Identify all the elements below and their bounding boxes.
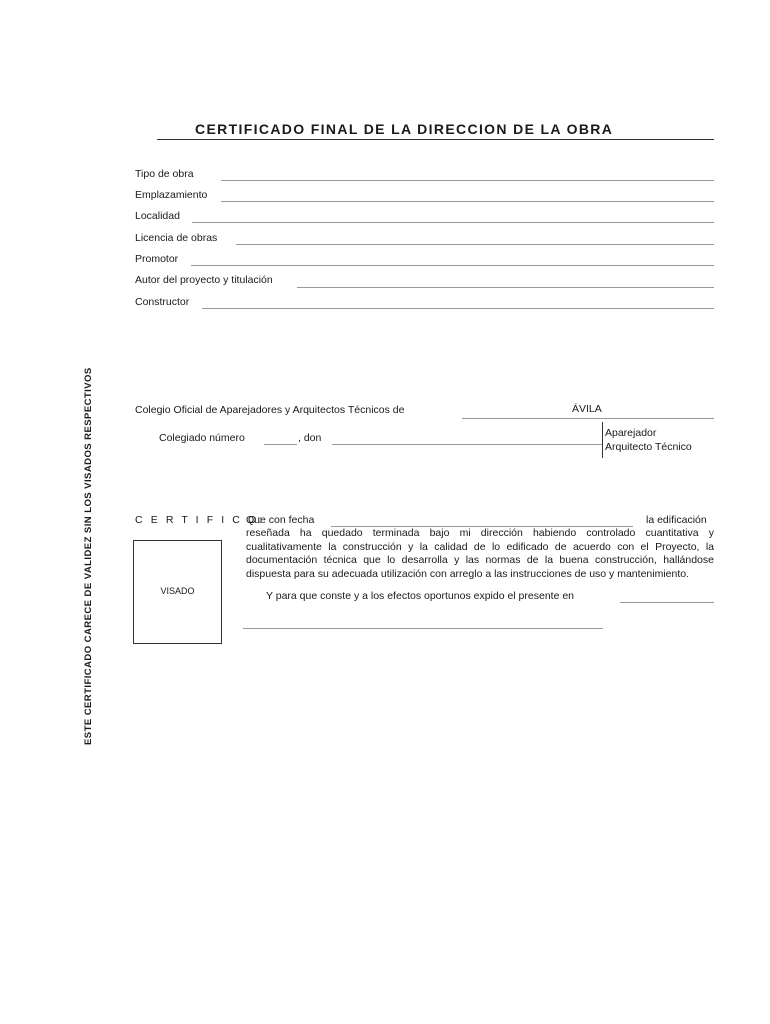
emplazamiento-label: Emplazamiento (135, 189, 208, 201)
constructor-label: Constructor (135, 296, 190, 308)
signature-line[interactable] (243, 628, 603, 629)
colegio-value: ÁVILA (572, 403, 602, 415)
profession-arquitecto-tecnico: Arquitecto Técnico (605, 441, 692, 453)
certificate-body: reseñada ha quedado terminada bajo mi dirección habiendo controlado cuantitativa y cualitativamente la construcción y la calidad de lo edificado de acuerdo con el Proyecto, la documentación técnica que lo desarrolla y las normas de la buena construcción, hallándose dispuesta para su adecuada utilización con arreglo a las instrucciones de uso y mantenimiento. (246, 527, 714, 580)
promotor-field[interactable] (191, 265, 714, 266)
colegio-field[interactable] (462, 418, 714, 419)
don-name-field[interactable] (332, 444, 602, 445)
colegiado-label: Colegiado número (159, 432, 245, 444)
tipo-obra-field[interactable] (221, 180, 714, 181)
page-title: CERTIFICADO FINAL DE LA DIRECCION DE LA OBRA (195, 121, 614, 137)
constructor-field[interactable] (202, 308, 714, 309)
localidad-label: Localidad (135, 210, 180, 222)
promotor-label: Promotor (135, 253, 179, 265)
que-con-fecha-label: Que con fecha (246, 514, 315, 526)
validity-notice: ESTE CERTIFICADO CARECE DE VALIDEZ SIN LOS VISADOS RESPECTIVOS (83, 367, 94, 745)
don-label: , don (298, 432, 322, 444)
autor-label: Autor del proyecto y titulación (135, 274, 273, 286)
visado-box (133, 540, 222, 644)
visado-label: VISADO (160, 586, 195, 596)
title-underline (157, 139, 714, 140)
profession-divider (602, 422, 603, 458)
autor-field[interactable] (297, 287, 714, 288)
licencia-field[interactable] (236, 244, 714, 245)
colegiado-number-field[interactable] (264, 444, 297, 445)
localidad-field[interactable] (192, 222, 714, 223)
tipo-obra-label: Tipo de obra (135, 168, 194, 180)
la-edificacion-label: la edificación (646, 514, 707, 526)
certifico-label: C E R T I F I C O: (135, 514, 265, 526)
emplazamiento-field[interactable] (221, 201, 714, 202)
licencia-label: Licencia de obras (135, 232, 218, 244)
profession-aparejador: Aparejador (605, 427, 657, 439)
place-date-field[interactable] (620, 602, 714, 603)
colegio-label: Colegio Oficial de Aparejadores y Arquitectos Técnicos de (135, 404, 405, 416)
closing-statement: Y para que conste y a los efectos oportunos expido el presente en (266, 590, 575, 602)
